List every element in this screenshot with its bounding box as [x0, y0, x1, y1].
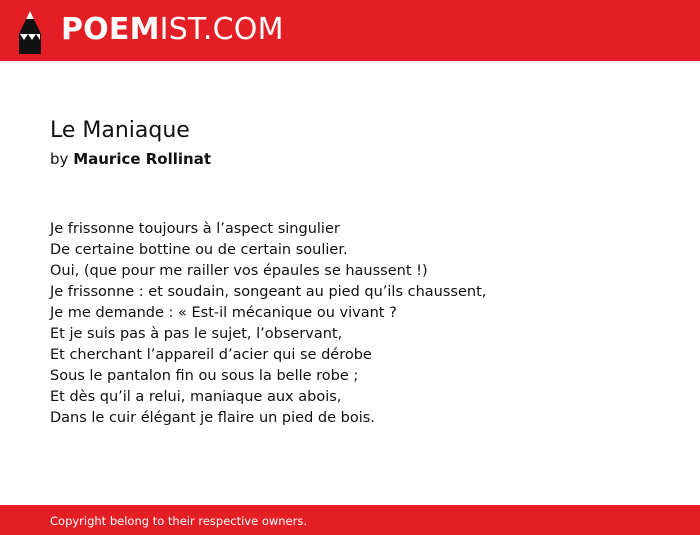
- poem-line: Dans le cuir élégant je flaire un pied de bois.: [50, 410, 375, 426]
- poem-line: Je frissonne toujours à l’aspect singulier: [50, 221, 340, 237]
- poem-line: Je me demande : « Est-il mécanique ou vivant ?: [50, 305, 397, 321]
- poem-body: [50, 219, 650, 429]
- pencil-icon: [17, 10, 43, 54]
- by-label: by: [50, 150, 69, 168]
- poem-line: Et je suis pas à pas le sujet, l’observant,: [50, 326, 343, 342]
- author-name: Maurice Rollinat: [73, 150, 211, 168]
- site-brand: [61, 12, 284, 48]
- poem-line: Sous le pantalon fin ou sous la belle robe ;: [50, 368, 359, 384]
- copyright-notice: Copyright belong to their respective owners.: [50, 514, 308, 528]
- poem-line: Je frissonne : et soudain, songeant au pied qu’ils chaussent,: [50, 284, 487, 300]
- poem-title: Le Maniaque: [50, 118, 190, 143]
- brand-bold-text: POEM: [61, 12, 160, 47]
- site-header: [0, 0, 700, 61]
- poem-line: De certaine bottine ou de certain soulier.: [50, 242, 348, 258]
- poem-line: Et cherchant l’appareil d’acier qui se dérobe: [50, 347, 372, 363]
- byline: [50, 149, 211, 169]
- brand-light-text: IST.COM: [159, 12, 284, 47]
- site-footer: [0, 505, 700, 535]
- poem-line: Et dès qu’il a relui, maniaque aux abois,: [50, 389, 342, 405]
- poem-line: Oui, (que pour me railler vos épaules se haussent !): [50, 263, 428, 279]
